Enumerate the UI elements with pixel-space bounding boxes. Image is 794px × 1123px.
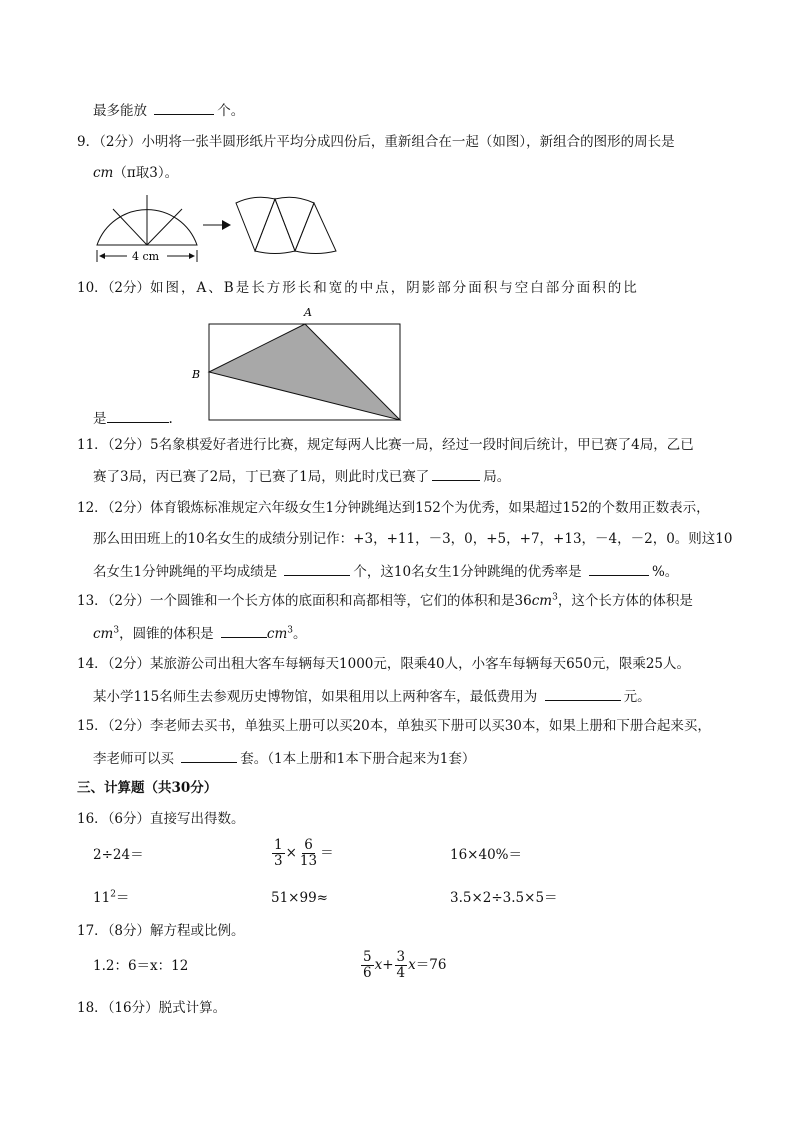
dimension-label: 4 cm bbox=[132, 250, 160, 263]
q15-text: 李老师去买书，单独买上册可以买20本，单独买下册可以买30本，如果上册和下册合起来买， bbox=[150, 718, 711, 734]
fraction: $\frac{3}{4}$ bbox=[396, 949, 406, 981]
q13-line2-end: 。 bbox=[293, 626, 307, 642]
q12-number: 12． bbox=[77, 500, 108, 516]
q13-answer-blank[interactable] bbox=[221, 623, 267, 638]
q18-points: （16分） bbox=[107, 1000, 159, 1016]
q10-points: （2分） bbox=[107, 280, 151, 296]
q17-number: 17． bbox=[77, 923, 108, 939]
q13-points: （2分） bbox=[107, 593, 151, 609]
q13-exp-1: 3 bbox=[552, 592, 558, 603]
q13-exp-2: 3 bbox=[113, 625, 120, 636]
q14-line2-end: 元。 bbox=[623, 689, 651, 705]
q13-line1 bbox=[77, 592, 693, 610]
q14-line1 bbox=[77, 655, 690, 673]
q14-answer-blank[interactable] bbox=[545, 686, 621, 701]
q15-line1 bbox=[77, 717, 711, 735]
q17-points: （8分） bbox=[107, 923, 151, 939]
q10-number: 10． bbox=[77, 280, 108, 296]
q16-item-d: $11^2=$ bbox=[93, 889, 130, 906]
q12-line3 bbox=[93, 561, 678, 581]
q18-text: 脱式计算。 bbox=[158, 1000, 227, 1016]
q11-number: 11． bbox=[77, 437, 108, 453]
q13-exp-3: 3 bbox=[287, 625, 294, 636]
q16-number: 16． bbox=[77, 811, 108, 827]
q11-answer-blank[interactable] bbox=[432, 466, 480, 481]
section-3-title: 三、计算题（共30分） bbox=[77, 780, 218, 796]
q8-suffix: 个。 bbox=[217, 103, 245, 119]
q13-line2 bbox=[93, 623, 307, 643]
q9-unit: cm bbox=[93, 165, 114, 181]
q14-points: （2分） bbox=[107, 656, 151, 672]
q12-line3a: 名女生1分钟跳绳的平均成绩是 bbox=[93, 564, 278, 580]
q13-number: 13． bbox=[77, 593, 108, 609]
q9-number: 9． bbox=[77, 134, 100, 150]
q15-line2-end: 套。（1本上册和1本下册合起来为1套） bbox=[240, 751, 476, 767]
q12-line2-text: 那么田田班上的10名女生的成绩分别记作：+3，+11，－3，0，+5，+7，+13，－4，－2，0。则这10 bbox=[93, 531, 733, 547]
q17-text: 解方程或比例。 bbox=[150, 923, 245, 939]
q15-answer-blank[interactable] bbox=[181, 748, 237, 763]
q17-equation-2: $\frac{5}{6}$ x+ $\frac{3}{4}$ x＝76 bbox=[363, 949, 447, 981]
q15-points: （2分） bbox=[107, 718, 151, 734]
label-a: A bbox=[304, 306, 312, 319]
q16-points: （6分） bbox=[107, 811, 151, 827]
fraction: $\frac{1}{3}$ bbox=[274, 837, 283, 869]
q10-text: 如图，A、B是长方形长和宽的中点，阴影部分面积与空白部分面积的比 bbox=[150, 280, 639, 296]
q11-line2-text: 赛了3局，丙已赛了2局，丁已赛了1局，则此时戊已赛了 bbox=[93, 469, 430, 485]
q17-header bbox=[77, 922, 245, 940]
q13-unit-1: cm bbox=[531, 593, 553, 609]
q10-figure bbox=[0, 0, 794, 440]
q12-line3c: %。 bbox=[651, 564, 679, 580]
q15-line2-text: 李老师可以买 bbox=[93, 751, 174, 767]
q12-average-blank[interactable] bbox=[284, 561, 350, 576]
q14-text: 某旅游公司出租大客车每辆每天1000元，限乘40人，小客车每辆每天650元，限乘25人。 bbox=[150, 656, 691, 672]
q12-line2 bbox=[93, 530, 732, 548]
q13-line2a: ，圆锥的体积是 bbox=[119, 626, 214, 642]
q15-number: 15． bbox=[77, 718, 108, 734]
q13-unit-2: cm bbox=[93, 626, 114, 642]
q12-line1 bbox=[77, 499, 710, 517]
q16-item-b: $\frac{1}{3}$ × $\frac{6}{13}$ ＝ bbox=[274, 837, 334, 869]
q16-item-a: 2÷24＝ bbox=[93, 847, 144, 863]
q9-text: 小明将一张半圆形纸片平均分成四份后，重新组合在一起（如图），新组合的图形的周长是 bbox=[141, 134, 675, 150]
fraction: $\frac{5}{6}$ bbox=[363, 949, 372, 981]
q16-item-f: 3.5×2÷3.5×5＝ bbox=[450, 890, 558, 906]
q13-text-c: ，这个长方体的体积是 bbox=[557, 593, 693, 609]
q10-line2-text: 是 bbox=[93, 411, 107, 427]
q11-points: （2分） bbox=[107, 437, 151, 453]
shaded-triangle bbox=[209, 324, 400, 420]
fraction: $\frac{6}{13}$ bbox=[299, 837, 318, 869]
label-b: B bbox=[192, 368, 201, 381]
q14-number: 14． bbox=[77, 656, 108, 672]
q9-points: （2分） bbox=[99, 134, 142, 150]
q16-item-c: 16×40%＝ bbox=[450, 847, 522, 863]
q10-answer-blank[interactable] bbox=[107, 408, 169, 423]
q13-text-a: 一个圆锥和一个长方体的底面积和高都相等，它们的体积和是 bbox=[150, 593, 515, 609]
q16-text: 直接写出得数。 bbox=[150, 811, 245, 827]
q16-item-e: 51×99≈ bbox=[271, 890, 328, 906]
q13-volume-sum: 36 bbox=[514, 593, 532, 609]
q17-equation-1: 1.2：6＝x：12 bbox=[93, 958, 189, 974]
q11-line2 bbox=[93, 466, 510, 486]
q18-number: 18． bbox=[77, 1000, 108, 1016]
q10-line2 bbox=[93, 408, 173, 428]
q12-rate-blank[interactable] bbox=[589, 561, 649, 576]
q13-unit-3: cm bbox=[266, 626, 288, 642]
q10-line2-end: . bbox=[168, 411, 173, 427]
q14-line2 bbox=[93, 686, 651, 706]
q15-line2 bbox=[93, 748, 475, 768]
q11-line1 bbox=[77, 436, 694, 454]
q12-text: 体育锻炼标准规定六年级女生1分钟跳绳达到152个为优秀，如果超过152的个数用正数表示， bbox=[150, 500, 710, 516]
q14-line2-text: 某小学115名师生去参观历史博物馆，如果租用以上两种客车，最低费用为 bbox=[93, 689, 538, 705]
q11-line2-end: 局。 bbox=[483, 469, 511, 485]
q11-text: 5名象棋爱好者进行比赛，规定每两人比赛一局，经过一段时间后统计，甲已赛了4局，乙已 bbox=[150, 437, 694, 453]
q8-text: 最多能放 bbox=[93, 103, 147, 119]
q18-header bbox=[77, 999, 226, 1017]
q9-line2-rest: （π取3）。 bbox=[113, 165, 179, 181]
q12-points: （2分） bbox=[107, 500, 151, 516]
q12-line3b: 个，这10名女生1分钟跳绳的优秀率是 bbox=[353, 564, 582, 580]
q16-header bbox=[77, 810, 245, 828]
